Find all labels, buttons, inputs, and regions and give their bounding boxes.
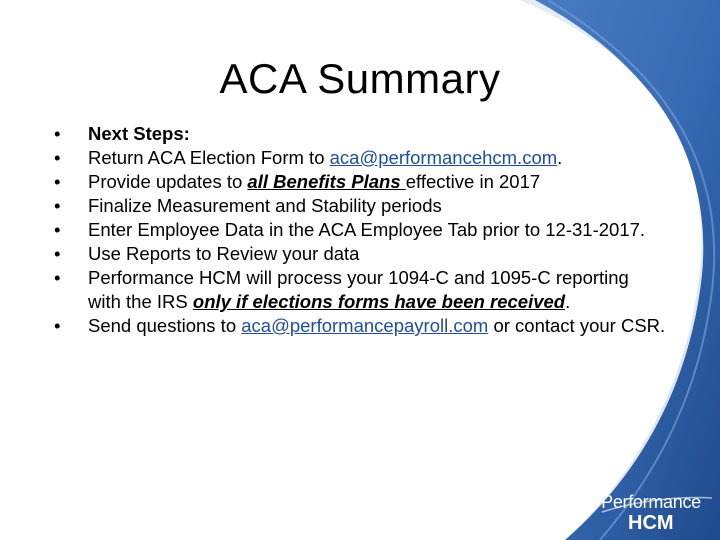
bullet-item: [54, 146, 666, 170]
slide-title: ACA Summary: [219, 55, 501, 102]
bullet-item: [54, 170, 666, 194]
bullet-text: Enter Employee Data in the ACA Employee Tab prior to 12-31-2017.: [88, 219, 646, 240]
bullet-item: [54, 266, 666, 314]
bullet-icon: •: [54, 267, 61, 288]
bullet-text: Use Reports to Review your data: [88, 243, 360, 264]
bullet-icon: •: [54, 243, 61, 264]
emphasis-text: only if elections forms have been received: [192, 291, 566, 312]
bullet-text: Return ACA Election Form to: [88, 147, 330, 168]
bullet-text: .: [557, 147, 563, 168]
bullet-icon: •: [54, 171, 61, 192]
bullet-text: Provide updates to: [88, 171, 248, 192]
bullet-item: [54, 242, 666, 266]
bullet-icon: •: [54, 219, 61, 240]
bullet-item: [54, 122, 666, 146]
bullet-icon: •: [54, 315, 61, 336]
bullet-text: or contact your CSR.: [488, 315, 666, 336]
bullet-text: Finalize Measurement and Stability periods: [88, 195, 442, 216]
bullet-heading-text: Next Steps:: [88, 123, 190, 144]
bullet-item: [54, 314, 666, 338]
bullet-text: Send questions to: [88, 315, 242, 336]
bullet-icon: •: [54, 195, 61, 216]
emphasis-text: all Benefits Plans: [247, 171, 406, 192]
bullet-list: [54, 122, 666, 338]
bullet-item: [54, 194, 666, 218]
bullet-item: [54, 218, 666, 242]
logo-line-1: Performance: [601, 492, 701, 512]
email-link[interactable]: aca@performancehcm.com: [329, 147, 558, 168]
bullet-text: .: [565, 291, 571, 312]
bullet-icon: •: [54, 123, 61, 144]
performance-hcm-logo: [592, 493, 710, 533]
bullet-icon: •: [54, 147, 61, 168]
email-link[interactable]: aca@performancepayroll.com: [241, 315, 489, 336]
bullet-text: Performance HCM will process your 1094-C and 1095-C reporting with the IRS: [88, 267, 629, 312]
logo-line-2: HCM: [628, 512, 674, 534]
bullet-text: effective in 2017: [405, 171, 541, 192]
